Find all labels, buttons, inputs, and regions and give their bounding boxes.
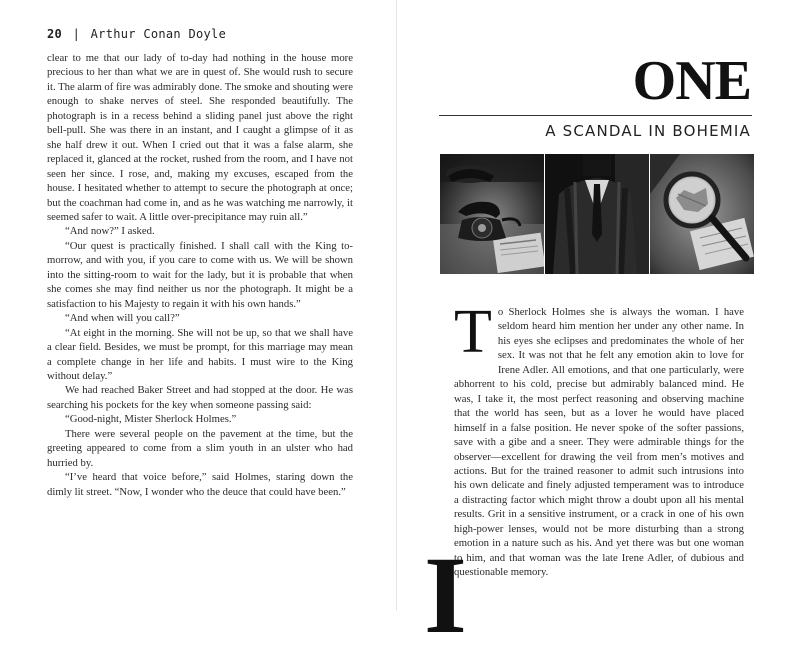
header-separator: | (72, 27, 81, 41)
telephone-desk-photo (440, 154, 544, 274)
section-letter: I (424, 534, 467, 656)
author-name: Arthur Conan Doyle (90, 27, 227, 41)
paragraph: “Good-night, Mister Sherlock Holmes.” (65, 413, 237, 426)
chapter-rule (439, 115, 752, 116)
opening-paragraph (454, 298, 744, 580)
paragraph: “At eight in the morning. She will not be up, so that we shall have a clear field. Besides, we must be prompt, for this marriage may mean a complete change in her life and habits. I must wire to the King without delay.” (47, 326, 353, 382)
chapter-title: A SCANDAL IN BOHEMIA (545, 122, 751, 140)
page-number: 20 (47, 27, 63, 41)
running-header (47, 27, 226, 41)
paragraph: There were several people on the pavement at the time, but the greeting appeared to come from a slim youth in an ulster who had hurried by. (47, 427, 353, 469)
magnifying-glass-photo (650, 154, 754, 274)
paragraph: “And now?” I asked. (65, 225, 155, 238)
paragraph: “I’ve heard that voice before,” said Holmes, staring down the dimly lit street. “Now, I wonder who the deuce that could have been.” (47, 471, 353, 498)
paragraph: “And when will you call?” (65, 312, 180, 325)
chapter-photos (440, 154, 754, 274)
drop-cap: T (454, 298, 492, 366)
paragraph: “Our quest is practically finished. I shall call with the King to-morrow, and with you, if you care to come with us. We will be shown into the sitting-room to wait for the lady, but it is probable that when she comes she may find neither us nor the photograph. It might be a satisfaction to his Majesty to regain it with his own hands.” (47, 239, 353, 310)
paragraph: We had reached Baker Street and had stopped at the door. He was searching his pockets for the key when someone passing said: (47, 384, 353, 411)
right-body-text (454, 298, 744, 580)
chapter-number: ONE (632, 50, 751, 112)
man-in-suit-photo (545, 154, 649, 274)
left-page (0, 0, 397, 611)
left-body-text (47, 51, 353, 499)
opening-text: o Sherlock Holmes she is always the woman. I have seldom heard him mention her under any other name. In his eyes she eclipses and predominates the whole of her sex. It was not that he felt any emotion akin to love for Irene Adler. All emotions, and that one particularly, were abhorrent to his cold, precise but admirably balanced mind. He was, I take it, the most perfect reasoning and observing machine that the world has seen, but as a lover he would have placed himself in a false position. He never spoke of the softer passions, save with a gibe and a sneer. They were admirable things for the observer—excellent for drawing the veil from men’s motives and actions. But for the trained reasoner to admit such intrusions into his own delicate and finely adjusted temperament was to introduce a distracting factor which might throw a doubt upon all his mental results. Grit in a sensitive instrument, or a crack in one of his own high-power lenses, would not be more disturbing than a strong emotion in a nature such as his. And yet there was but one woman to him, and that woman was the late Irene Adler, of dubious and questionable memory. (454, 306, 744, 579)
paragraph: clear to me that our lady of to-day had nothing in the house more precious to her than what we are in quest of. She would rush to secure it. The alarm of fire was admirably done. The smoke and shouting were enough to shake nerves of steel. She responded beautifully. The photograph is in a recess behind a sliding panel just above the right bell-pull. She was there in an instant, and I caught a glimpse of it as she half drew it out. When I cried out that it was a false alarm, she replaced it, glanced at the rocket, rushed from the room, and I have not seen her since. I rose, and, making my excuses, escaped from the house. I hesitated whether to attempt to secure the photograph at once; but the coachman had come in, and as he was watching me narrowly, it seemed safer to wait. A little over-precipitance may ruin all.” (47, 52, 353, 223)
right-page (397, 0, 794, 656)
